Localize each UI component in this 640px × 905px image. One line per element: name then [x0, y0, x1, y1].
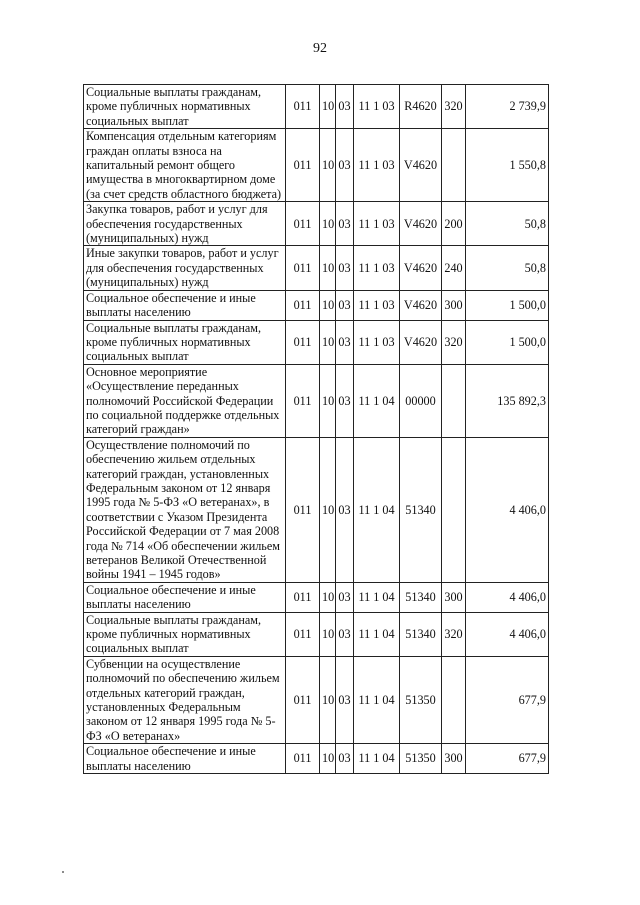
subsection-code: 03	[336, 364, 354, 437]
row-name: Социальное обеспечение и иные выплаты населению	[84, 582, 286, 612]
table-row	[84, 612, 549, 656]
direction-code: V4620	[400, 202, 442, 246]
amount: 4 406,0	[466, 582, 549, 612]
amount: 677,9	[466, 744, 549, 774]
amount: 1 500,0	[466, 320, 549, 364]
section-code: 10	[320, 612, 336, 656]
table-row	[84, 320, 549, 364]
subsection-code: 03	[336, 582, 354, 612]
expense-type-code: 300	[442, 582, 466, 612]
subsection-code: 03	[336, 85, 354, 129]
amount: 4 406,0	[466, 437, 549, 582]
expense-type-code	[442, 656, 466, 743]
ministry-code: 011	[286, 582, 320, 612]
ministry-code: 011	[286, 656, 320, 743]
row-name: Социальное обеспечение и иные выплаты населению	[84, 744, 286, 774]
expense-type-code: 240	[442, 246, 466, 290]
program-code: 11 1 04	[354, 364, 400, 437]
direction-code: V4620	[400, 320, 442, 364]
section-code: 10	[320, 320, 336, 364]
amount: 2 739,9	[466, 85, 549, 129]
program-code: 11 1 03	[354, 129, 400, 202]
table-row	[84, 129, 549, 202]
expense-type-code: 200	[442, 202, 466, 246]
ministry-code: 011	[286, 364, 320, 437]
section-code: 10	[320, 744, 336, 774]
subsection-code: 03	[336, 656, 354, 743]
budget-table	[83, 84, 549, 774]
program-code: 11 1 03	[354, 320, 400, 364]
section-code: 10	[320, 85, 336, 129]
table-row	[84, 290, 549, 320]
row-name: Социальные выплаты гражданам, кроме публичных нормативных социальных выплат	[84, 320, 286, 364]
direction-code: 51340	[400, 437, 442, 582]
expense-type-code	[442, 364, 466, 437]
direction-code: 51340	[400, 582, 442, 612]
table-row	[84, 202, 549, 246]
ministry-code: 011	[286, 290, 320, 320]
direction-code: 51350	[400, 656, 442, 743]
direction-code: 51350	[400, 744, 442, 774]
subsection-code: 03	[336, 320, 354, 364]
section-code: 10	[320, 246, 336, 290]
subsection-code: 03	[336, 744, 354, 774]
expense-type-code	[442, 129, 466, 202]
table-row	[84, 656, 549, 743]
amount: 1 550,8	[466, 129, 549, 202]
row-name: Социальные выплаты гражданам, кроме публичных нормативных социальных выплат	[84, 85, 286, 129]
program-code: 11 1 04	[354, 582, 400, 612]
direction-code: V4620	[400, 246, 442, 290]
program-code: 11 1 03	[354, 202, 400, 246]
row-name: Социальное обеспечение и иные выплаты населению	[84, 290, 286, 320]
table-row	[84, 582, 549, 612]
ministry-code: 011	[286, 85, 320, 129]
direction-code: V4620	[400, 290, 442, 320]
table-row	[84, 364, 549, 437]
expense-type-code: 320	[442, 85, 466, 129]
amount: 50,8	[466, 202, 549, 246]
program-code: 11 1 04	[354, 656, 400, 743]
table-row	[84, 246, 549, 290]
ministry-code: 011	[286, 246, 320, 290]
table-row	[84, 437, 549, 582]
amount: 135 892,3	[466, 364, 549, 437]
expense-type-code: 300	[442, 290, 466, 320]
amount: 4 406,0	[466, 612, 549, 656]
row-name: Субвенции на осуществление полномочий по обеспечению жильем отдельных категорий граждан, установленных Федеральным законом от 12 января 1995 года № 5-ФЗ «О ветеранах»	[84, 656, 286, 743]
program-code: 11 1 03	[354, 85, 400, 129]
expense-type-code: 300	[442, 744, 466, 774]
subsection-code: 03	[336, 202, 354, 246]
row-name: Осуществление полномочий по обеспечению жильем отдельных категорий граждан, установленных Федеральным законом от 12 января 1995 года № 5-ФЗ «О ветеранах», в соответствии с Указом Президента Российской Федерации от 7 мая 2008 года № 714 «Об обеспечении жильем ветеранов Великой Отечественной войны 1941 – 1945 годов»	[84, 437, 286, 582]
amount: 677,9	[466, 656, 549, 743]
section-code: 10	[320, 129, 336, 202]
table-row	[84, 85, 549, 129]
section-code: 10	[320, 582, 336, 612]
direction-code: 51340	[400, 612, 442, 656]
program-code: 11 1 04	[354, 744, 400, 774]
row-name: Иные закупки товаров, работ и услуг для обеспечения государственных (муниципальных) нужд	[84, 246, 286, 290]
amount: 1 500,0	[466, 290, 549, 320]
expense-type-code: 320	[442, 320, 466, 364]
ministry-code: 011	[286, 437, 320, 582]
ministry-code: 011	[286, 202, 320, 246]
page-number: 92	[313, 41, 327, 56]
ministry-code: 011	[286, 612, 320, 656]
section-code: 10	[320, 437, 336, 582]
row-name: Основное мероприятие «Осуществление переданных полномочий Российской Федерации по социальной поддержке отдельных категорий граждан»	[84, 364, 286, 437]
amount: 50,8	[466, 246, 549, 290]
row-name: Закупка товаров, работ и услуг для обеспечения государственных (муниципальных) нужд	[84, 202, 286, 246]
section-code: 10	[320, 364, 336, 437]
ministry-code: 011	[286, 320, 320, 364]
row-name: Компенсация отдельным категориям граждан оплаты взноса на капитальный ремонт общего имущества в многоквартирном доме (за счет средств областного бюджета)	[84, 129, 286, 202]
direction-code: 00000	[400, 364, 442, 437]
subsection-code: 03	[336, 246, 354, 290]
subsection-code: 03	[336, 612, 354, 656]
ministry-code: 011	[286, 129, 320, 202]
table-row	[84, 744, 549, 774]
section-code: 10	[320, 290, 336, 320]
direction-code: R4620	[400, 85, 442, 129]
scan-dot	[62, 871, 64, 873]
expense-type-code	[442, 437, 466, 582]
section-code: 10	[320, 656, 336, 743]
program-code: 11 1 03	[354, 246, 400, 290]
row-name: Социальные выплаты гражданам, кроме публичных нормативных социальных выплат	[84, 612, 286, 656]
subsection-code: 03	[336, 129, 354, 202]
subsection-code: 03	[336, 290, 354, 320]
expense-type-code: 320	[442, 612, 466, 656]
program-code: 11 1 04	[354, 437, 400, 582]
ministry-code: 011	[286, 744, 320, 774]
program-code: 11 1 04	[354, 612, 400, 656]
subsection-code: 03	[336, 437, 354, 582]
section-code: 10	[320, 202, 336, 246]
direction-code: V4620	[400, 129, 442, 202]
program-code: 11 1 03	[354, 290, 400, 320]
